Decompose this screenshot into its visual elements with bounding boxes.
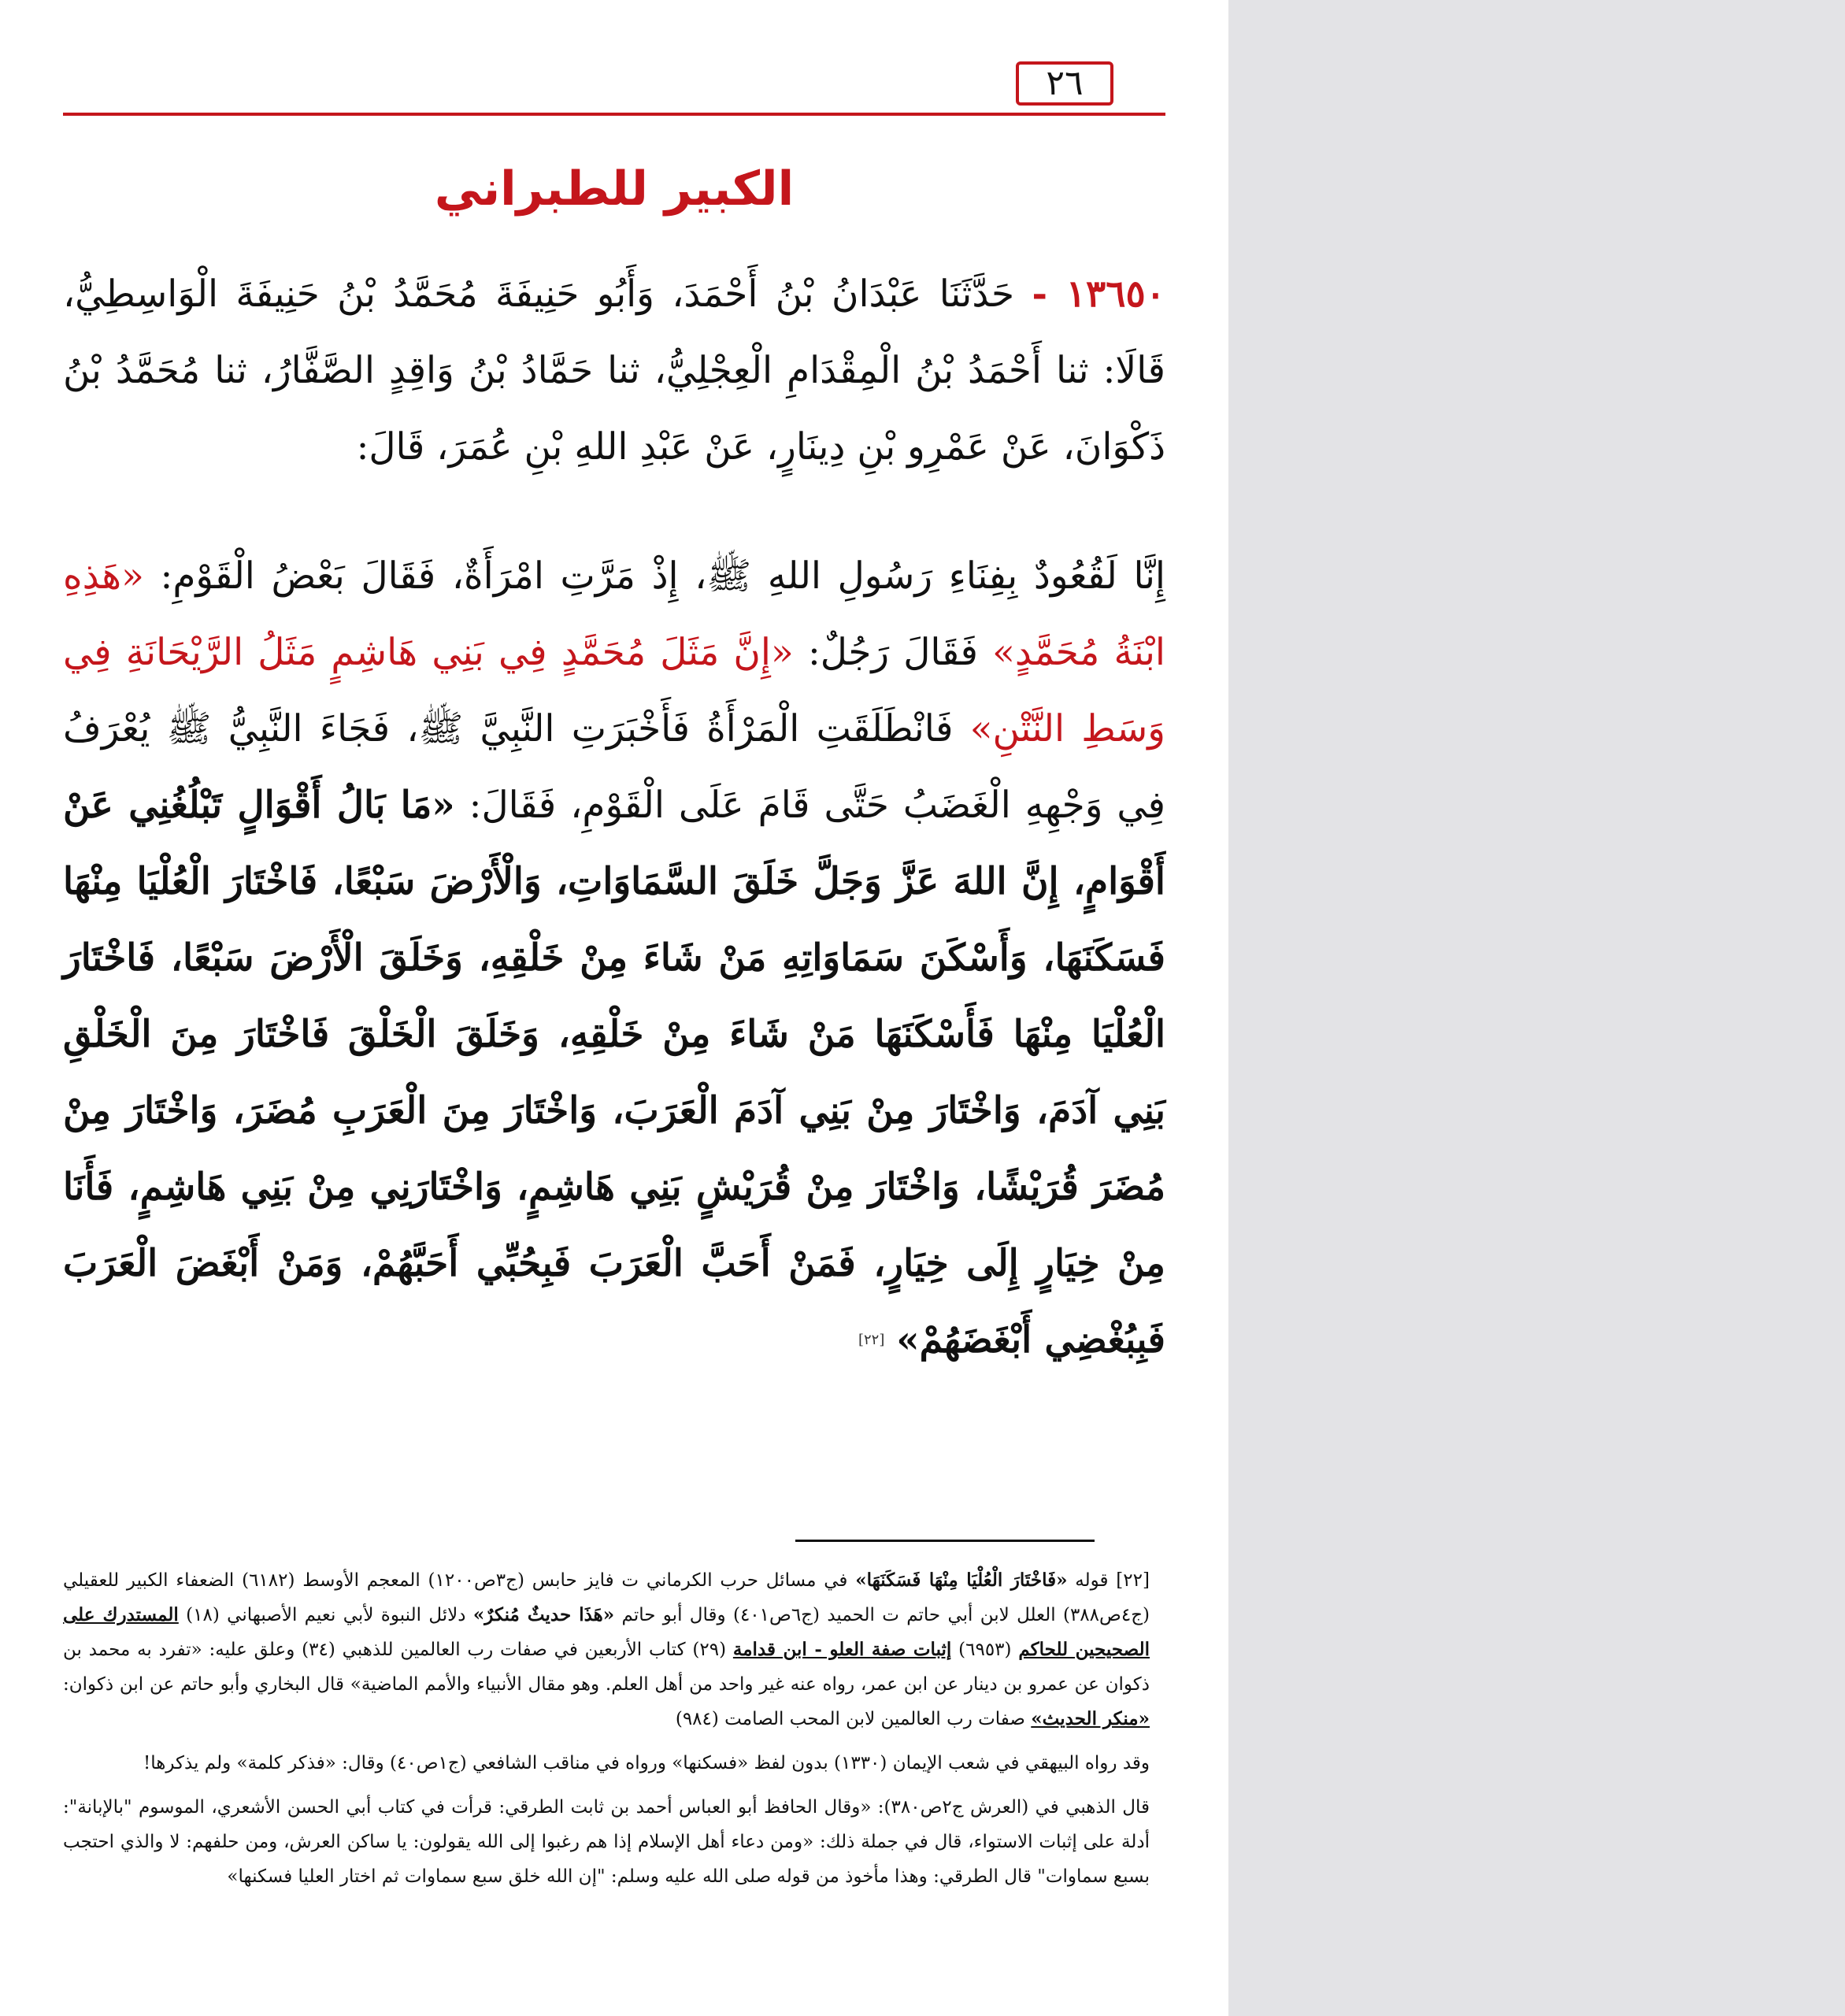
matn-part-2: فَقَالَ رَجُلٌ: bbox=[807, 631, 978, 674]
quote-2: «إِنَّ مَثَلَ مُحَمَّدٍ فِي بَنِي هَاشِمٍ مَثَلُ الرَّيْحَانَةِ فِي وَسَطِ النَّتْنِ» bbox=[63, 631, 1165, 750]
page-number: ٢٦ bbox=[1016, 61, 1113, 106]
fn1-a: [٢٢] قوله bbox=[1075, 1570, 1150, 1591]
hadith-matn bbox=[63, 538, 1165, 1378]
fn1-underlined-3: «منكر الحديث» bbox=[1031, 1708, 1150, 1729]
matn-part-1: إِنَّا لَقُعُودٌ بِفِنَاءِ رَسُولِ اللهِ ﷺ، إِذْ مَرَّتِ امْرَأَةٌ، فَقَالَ بَعْضُ الْقَوْمِ: bbox=[160, 554, 1165, 598]
hadith-number: ١٣٦٥٠ - bbox=[1032, 272, 1165, 316]
footnote-reference[interactable]: [٢٢] bbox=[858, 1332, 885, 1348]
fn1-c: دلائل النبوة لأبي نعيم الأصبهاني (١٨) bbox=[186, 1605, 466, 1625]
quote-3: «مَا بَالُ أَقْوَالٍ تَبْلُغُنِي عَنْ أَقْوَامٍ، إِنَّ اللهَ عَزَّ وَجَلَّ خَلَقَ السَّمَاوَاتِ، وَالْأَرْضَ سَبْعًا، فَاخْتَارَ الْعُلْيَا مِنْهَا فَسَكَنَهَا، وَأَسْكَنَ سَمَاوَاتِهِ مَنْ شَاءَ مِنْ خَلْقِهِ، وَخَلَقَ الْأَرْضَ سَبْعًا، فَاخْتَارَ الْعُلْيَا مِنْهَا فَأَسْكَنَهَا مَنْ شَاءَ مِنْ خَلْقِهِ، وَخَلَقَ الْخَلْقَ فَاخْتَارَ مِنَ الْخَلْقِ بَنِي آدَمَ، وَاخْتَارَ مِنْ بَنِي آدَمَ الْعَرَبَ، وَاخْتَارَ مِنَ الْعَرَبِ مُضَرَ، وَاخْتَارَ مِنْ مُضَرَ قُرَيْشًا، وَاخْتَارَ مِنْ قُرَيْشٍ بَنِي هَاشِمٍ، وَاخْتَارَنِي مِنْ بَنِي هَاشِمٍ، فَأَنَا مِنْ خِيَارٍ إِلَى خِيَارٍ، فَمَنْ أَحَبَّ الْعَرَبَ فَبِحُبِّي أَحَبَّهُمْ، وَمَنْ أَبْغَضَ الْعَرَبَ فَبِبُغْضِي أَبْغَضَهُمْ» bbox=[63, 784, 1165, 1362]
fn1-f: صفات رب العالمين لابن المحب الصامت (٩٨٤) bbox=[675, 1709, 1025, 1729]
footnote-3: قال الذهبي في (العرش ج٢ص٣٨٠): «وقال الحافظ أبو العباس أحمد بن ثابت الطرقي: قرأت في كتاب أبي الحسن الأشعري، الموسوم "بالإبانة": أدلة على إثبات الاستواء، قال في جملة ذلك: «ومن دعاء أهل الإسلام إذا هم رغبوا إلى الله يقولون: يا ساكن العرش، ومن حلفهم: لا والذي احتجب بسبع سماوات" قال الطرقي: وهذا مأخوذ من قوله صلى الله عليه وسلم: "إن الله خلق سبع سماوات ثم اختار العليا فسكنها» bbox=[63, 1797, 1150, 1887]
quote-1: «هَذِهِ ابْنَةُ مُحَمَّدٍ» bbox=[63, 554, 1165, 674]
fn1-underlined-1: المستدرك على الصحيحين للحاكم bbox=[63, 1604, 1150, 1660]
fn1-d: (٦٩٥٣) bbox=[958, 1640, 1012, 1660]
fn1-quote2: «هَذَا حديثٌ مُنكرٌ» bbox=[472, 1604, 615, 1625]
footnote-1 bbox=[63, 1563, 1150, 1736]
isnad-text: حَدَّثَنَا عَبْدَانُ بْنُ أَحْمَدَ، وَأَبُو حَنِيفَةَ مُحَمَّدُ بْنُ حَنِيفَةَ الْوَاسِطِيُّ، قَالَا: ثنا أَحْمَدُ بْنُ الْمِقْدَامِ الْعِجْلِيُّ، ثنا حَمَّادُ بْنُ وَاقِدٍ الصَّفَّارُ، ثنا مُحَمَّدُ بْنُ ذَكْوَانَ، عَنْ عَمْرِو بْنِ دِينَارٍ، عَنْ عَبْدِ اللهِ بْنِ عُمَرَ، قَالَ: bbox=[63, 272, 1165, 469]
hadith-isnad bbox=[63, 256, 1165, 485]
footnote-divider bbox=[795, 1540, 1095, 1542]
header-rule bbox=[63, 113, 1165, 116]
matn-part-3: فَانْطَلَقَتِ الْمَرْأَةُ فَأَخْبَرَتِ النَّبِيَّ ﷺ، فَجَاءَ النَّبِيُّ ﷺ يُعْرَفُ فِي وَجْهِهِ الْغَضَبُ حَتَّى قَامَ عَلَى الْقَوْمِ، فَقَالَ: bbox=[63, 707, 1166, 827]
fn1-quote: «فَاخْتَارَ الْعُلْيَا مِنْهَا فَسَكَنَهَا» bbox=[855, 1569, 1068, 1591]
footnotes bbox=[63, 1563, 1150, 1903]
fn1-e: (٢٩) كتاب الأربعين في صفات رب العالمين للذهبي (٣٤) وعلق عليه: «تفرد به محمد بن ذكوان عن عمرو بن دينار عن ابن عمر، رواه عنه غير واحد من أهل العلم. وهو مقال الأنبياء والأمم الماضية» قال البخاري وأبو حاتم عن ابن ذكوان: bbox=[63, 1640, 1150, 1695]
sidebar bbox=[1228, 0, 1845, 2016]
footnote-2: وقد رواه البيهقي في شعب الإيمان (١٣٣٠) بدون لفظ «فسكنها» ورواه في مناقب الشافعي (ج١ص٤٠) وقال: «فذكر كلمة» ولم يذكرها! bbox=[143, 1753, 1150, 1773]
section-title: الكبير للطبراني bbox=[434, 161, 795, 217]
fn1-b: في مسائل حرب الكرماني ت فايز حابس (ج٣ص١٢٠٠) المعجم الأوسط (٦١٨٢) الضعفاء الكبير للعقيلي (ج٤ص٣٨٨) العلل لابن أبي حاتم ت الحميد (ج٦ص٤٠١) وقال أبو حاتم bbox=[63, 1570, 1150, 1625]
fn1-underlined-2: إثبات صفة العلو - ابن قدامة bbox=[732, 1639, 952, 1660]
